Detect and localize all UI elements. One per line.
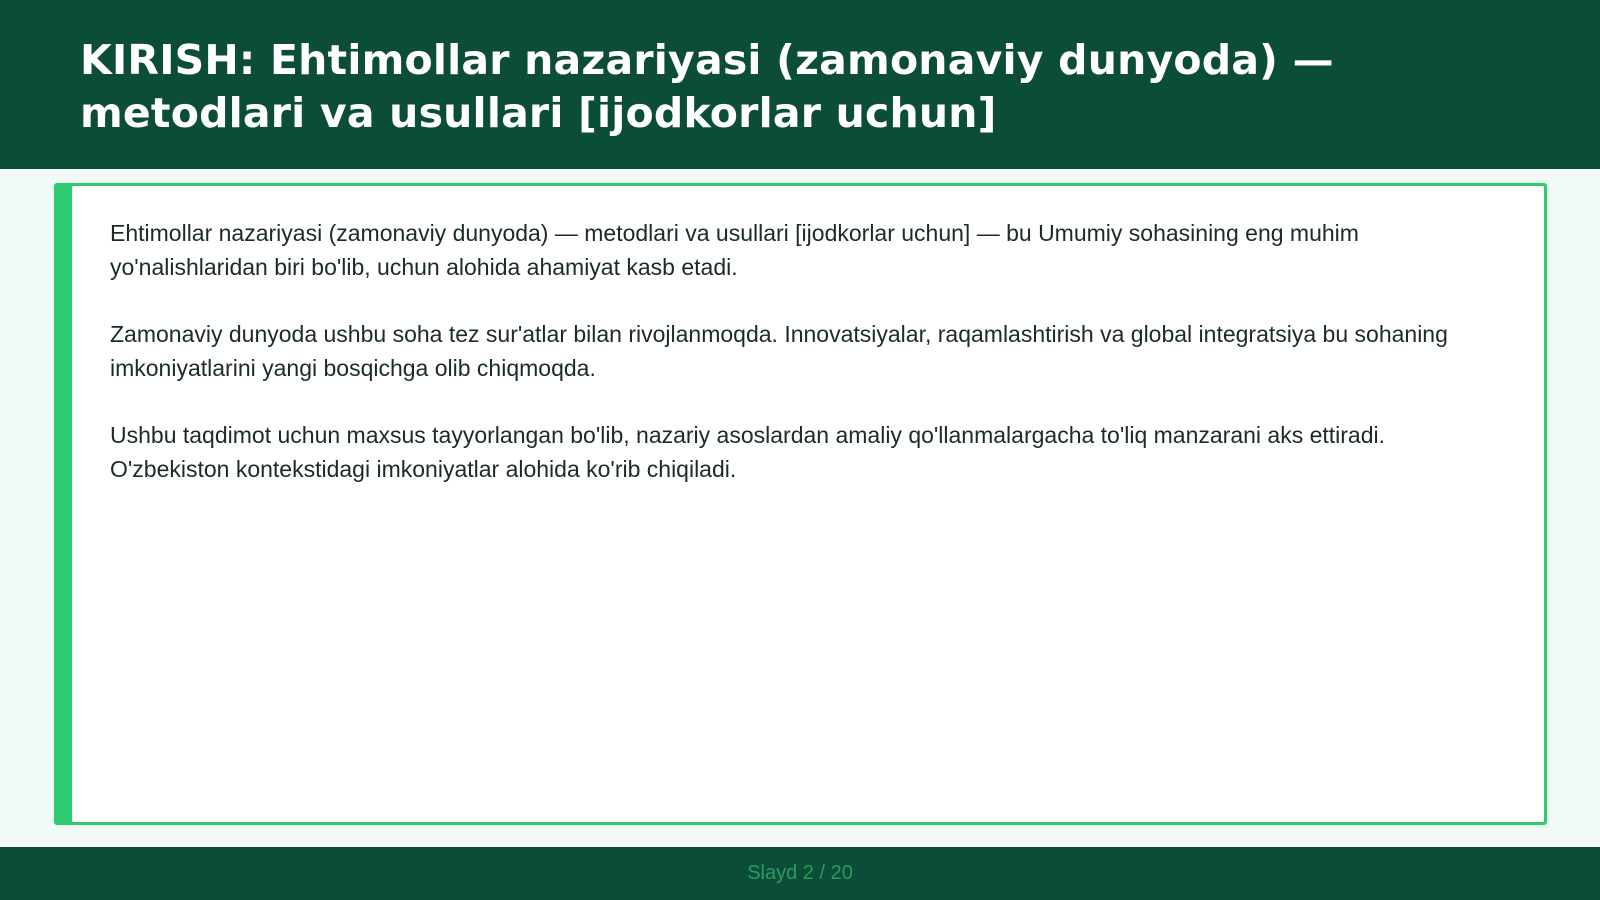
paragraph-3: Ushbu taqdimot uchun maxsus tayyorlangan bo'lib, nazariy asoslardan amaliy qo'llanmalargacha to'liq manzarani aks ettiradi. O'zbekiston kontekstidagi imkoniyatlar alohida ko'rib chiqiladi.: [110, 422, 1386, 482]
slide-footer: [0, 847, 1600, 900]
paragraph-1: Ehtimollar nazariyasi (zamonaviy dunyoda) — metodlari va usullari [ijodkorlar uchun] — bu Umumiy sohasining eng muhim yo'nalishlaridan biri bo'lib, uchun alohida ahamiyat kasb etadi.: [110, 220, 1359, 280]
content-box: [54, 183, 1547, 825]
paragraph-2: Zamonaviy dunyoda ushbu soha tez sur'atlar bilan rivojlanmoqda. Innovatsiyalar, raqamlashtirish va global integratsiya bu sohaning imkoniyatlarini yangi bosqichga olib chiqmoqda.: [110, 321, 1448, 381]
slide-counter: Slayd 2 / 20: [747, 862, 853, 884]
slide-header: [0, 0, 1600, 169]
slide-title: KIRISH: Ehtimollar nazariyasi (zamonaviy dunyoda) — metodlari va usullari [ijodkorlar uchun]: [80, 36, 1334, 137]
